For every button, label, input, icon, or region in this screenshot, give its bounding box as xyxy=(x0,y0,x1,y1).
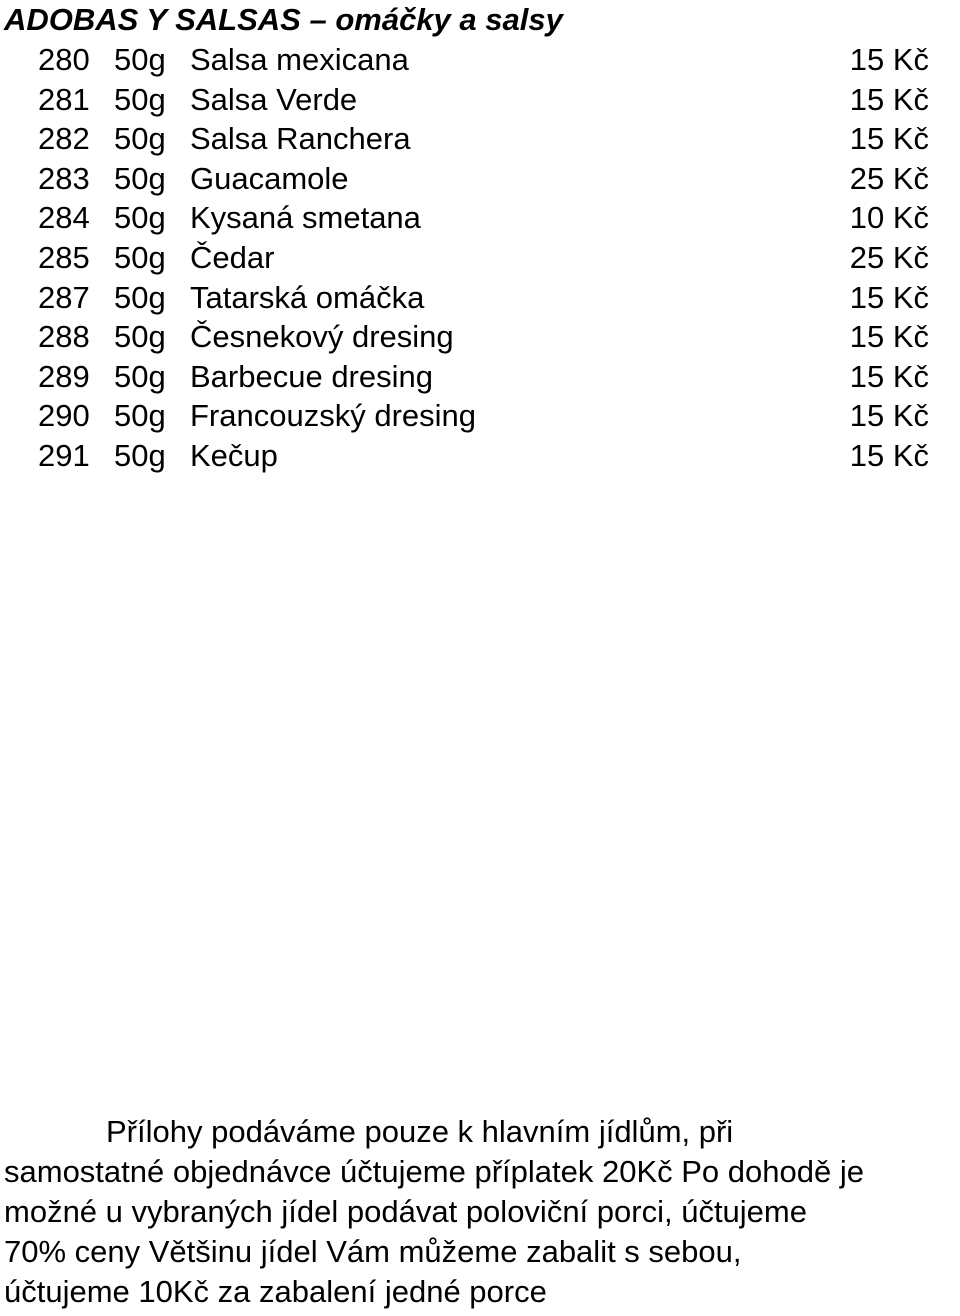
footnote-line: účtujeme 10Kč za zabalení jedné porce xyxy=(4,1274,547,1309)
menu-item xyxy=(0,436,960,476)
item-price: 15 Kč xyxy=(849,437,929,473)
item-number: 284 xyxy=(38,200,90,236)
menu-item xyxy=(0,278,960,318)
item-name: Kečup xyxy=(190,437,278,473)
menu-item xyxy=(0,40,960,80)
item-weight: 50g xyxy=(114,358,166,394)
item-number: 290 xyxy=(38,398,90,434)
item-number: 280 xyxy=(38,42,90,77)
item-price: 15 Kč xyxy=(849,279,929,315)
item-number: 281 xyxy=(38,81,90,117)
item-weight: 50g xyxy=(114,121,166,157)
item-weight: 50g xyxy=(114,81,166,117)
menu-item xyxy=(0,119,960,159)
item-name: Čedar xyxy=(190,239,275,275)
menu-item xyxy=(0,80,960,120)
footnote xyxy=(4,1112,960,1312)
item-number: 285 xyxy=(38,239,90,275)
item-weight: 50g xyxy=(114,279,166,315)
section-heading: ADOBAS Y SALSAS – omáčky a salsy xyxy=(4,2,563,37)
item-weight: 50g xyxy=(114,319,166,355)
item-name: Salsa Verde xyxy=(190,81,358,117)
footnote-line: 70% ceny Většinu jídel Vám můžeme zabalit s sebou, xyxy=(4,1234,742,1269)
item-number: 287 xyxy=(38,279,90,315)
item-number: 282 xyxy=(38,121,90,157)
footnote-line: Přílohy podáváme pouze k hlavním jídlům, při xyxy=(106,1114,734,1149)
item-number: 289 xyxy=(38,358,90,394)
item-price: 15 Kč xyxy=(849,121,929,157)
item-weight: 50g xyxy=(114,42,166,77)
menu-item xyxy=(0,357,960,397)
menu-item xyxy=(0,396,960,436)
menu-item xyxy=(0,198,960,238)
item-price: 15 Kč xyxy=(849,358,929,394)
item-name: Tatarská omáčka xyxy=(190,279,425,315)
item-number: 291 xyxy=(38,437,90,473)
item-weight: 50g xyxy=(114,160,166,196)
item-weight: 50g xyxy=(114,437,166,473)
menu-list xyxy=(0,40,960,476)
menu-item xyxy=(0,159,960,199)
item-price: 25 Kč xyxy=(849,239,929,275)
footnote-line: možné u vybraných jídel podávat poloviční porci, účtujeme xyxy=(4,1194,807,1229)
item-name: Kysaná smetana xyxy=(190,200,421,236)
item-weight: 50g xyxy=(114,200,166,236)
item-name: Barbecue dresing xyxy=(190,358,433,394)
item-price: 15 Kč xyxy=(849,398,929,434)
item-name: Francouzský dresing xyxy=(190,398,477,434)
item-price: 10 Kč xyxy=(849,200,929,236)
item-name: Salsa Ranchera xyxy=(190,121,411,157)
menu-item xyxy=(0,238,960,278)
item-number: 288 xyxy=(38,319,90,355)
item-weight: 50g xyxy=(114,398,166,434)
item-price: 15 Kč xyxy=(849,42,929,77)
item-weight: 50g xyxy=(114,239,166,275)
footnote-line: samostatné objednávce účtujeme příplatek 20Kč Po dohodě je xyxy=(4,1154,864,1189)
menu-item xyxy=(0,317,960,357)
item-name: Salsa mexicana xyxy=(190,42,409,77)
item-name: Guacamole xyxy=(190,160,349,196)
item-price: 25 Kč xyxy=(849,160,929,196)
item-name: Česnekový dresing xyxy=(190,319,454,355)
item-price: 15 Kč xyxy=(849,319,929,355)
item-number: 283 xyxy=(38,160,90,196)
item-price: 15 Kč xyxy=(849,81,929,117)
